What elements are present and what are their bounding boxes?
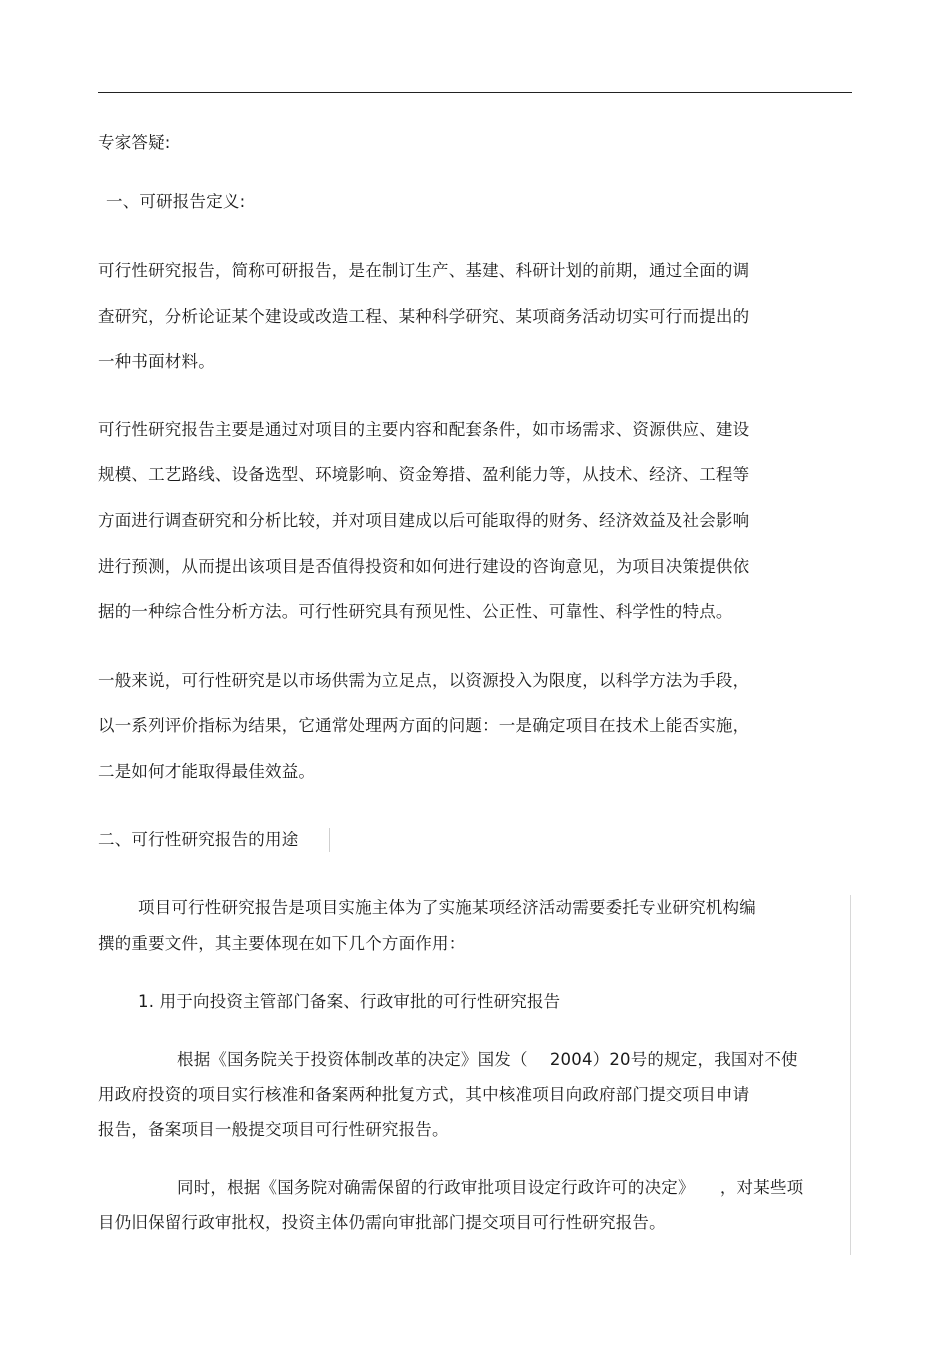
- list-item-1: 1. 用于向投资主管部门备案、行政审批的可行性研究报告: [138, 992, 561, 1011]
- paragraph-line: 一般来说，可行性研究是以市场供需为立足点，以资源投入为限度，以科学方法为手段，: [98, 671, 750, 690]
- paragraph-line: 根据《国务院关于投资体制改革的决定》国发（ 2004）20号的规定，我国对不使: [177, 1050, 798, 1069]
- paragraph-line: 方面进行调查研究和分析比较，并对项目建成以后可能取得的财务、经济效益及社会影响: [98, 511, 750, 530]
- paragraph-line: 项目可行性研究报告是项目实施主体为了实施某项经济活动需要委托专业研究机构编: [138, 898, 756, 917]
- paragraph-line: 二是如何才能取得最佳效益。: [98, 762, 316, 781]
- section-2-heading: 二、可行性研究报告的用途: [98, 830, 299, 849]
- paragraph-line: 据的一种综合性分析方法。可行性研究具有预见性、公正性、可靠性、科学性的特点。: [98, 602, 733, 621]
- paragraph-line: 进行预测，从而提出该项目是否值得投资和如何进行建设的咨询意见，为项目决策提供依: [98, 557, 750, 576]
- paragraph-line: 目仍旧保留行政审批权，投资主体仍需向审批部门提交项目可行性研究报告。: [98, 1213, 666, 1232]
- paragraph-line: 以一系列评价指标为结果，它通常处理两方面的问题：一是确定项目在技术上能否实施，: [98, 716, 750, 735]
- paragraph-line: 撰的重要文件，其主要体现在如下几个方面作用：: [98, 934, 466, 953]
- paragraph-line: 查研究，分析论证某个建设或改造工程、某种科学研究、某项商务活动切实可行而提出的: [98, 307, 750, 326]
- section-1-heading: 一、可研报告定义:: [106, 192, 246, 211]
- paragraph-line: 同时，根据《国务院对确需保留的行政审批项目设定行政许可的决定》 ，对某些项: [177, 1178, 804, 1197]
- paragraph-line: 报告，备案项目一般提交项目可行性研究报告。: [98, 1120, 449, 1139]
- header-rule: [98, 92, 852, 93]
- paragraph-line: 用政府投资的项目实行核准和备案两种批复方式，其中核准项目向政府部门提交项目申请: [98, 1085, 750, 1104]
- paragraph-line: 可行性研究报告主要是通过对项目的主要内容和配套条件，如市场需求、资源供应、建设: [98, 420, 750, 439]
- paragraph-line: 规模、工艺路线、设备选型、环境影响、资金筹措、盈利能力等，从技术、经济、工程等: [98, 465, 750, 484]
- paragraph-line: 可行性研究报告，简称可研报告，是在制订生产、基建、科研计划的前期，通过全面的调: [98, 261, 750, 280]
- cursor-mark: [329, 828, 330, 852]
- margin-rule: [850, 895, 851, 1255]
- paragraph-line: 一种书面材料。: [98, 352, 215, 371]
- expert-qa-heading: 专家答疑:: [98, 133, 171, 152]
